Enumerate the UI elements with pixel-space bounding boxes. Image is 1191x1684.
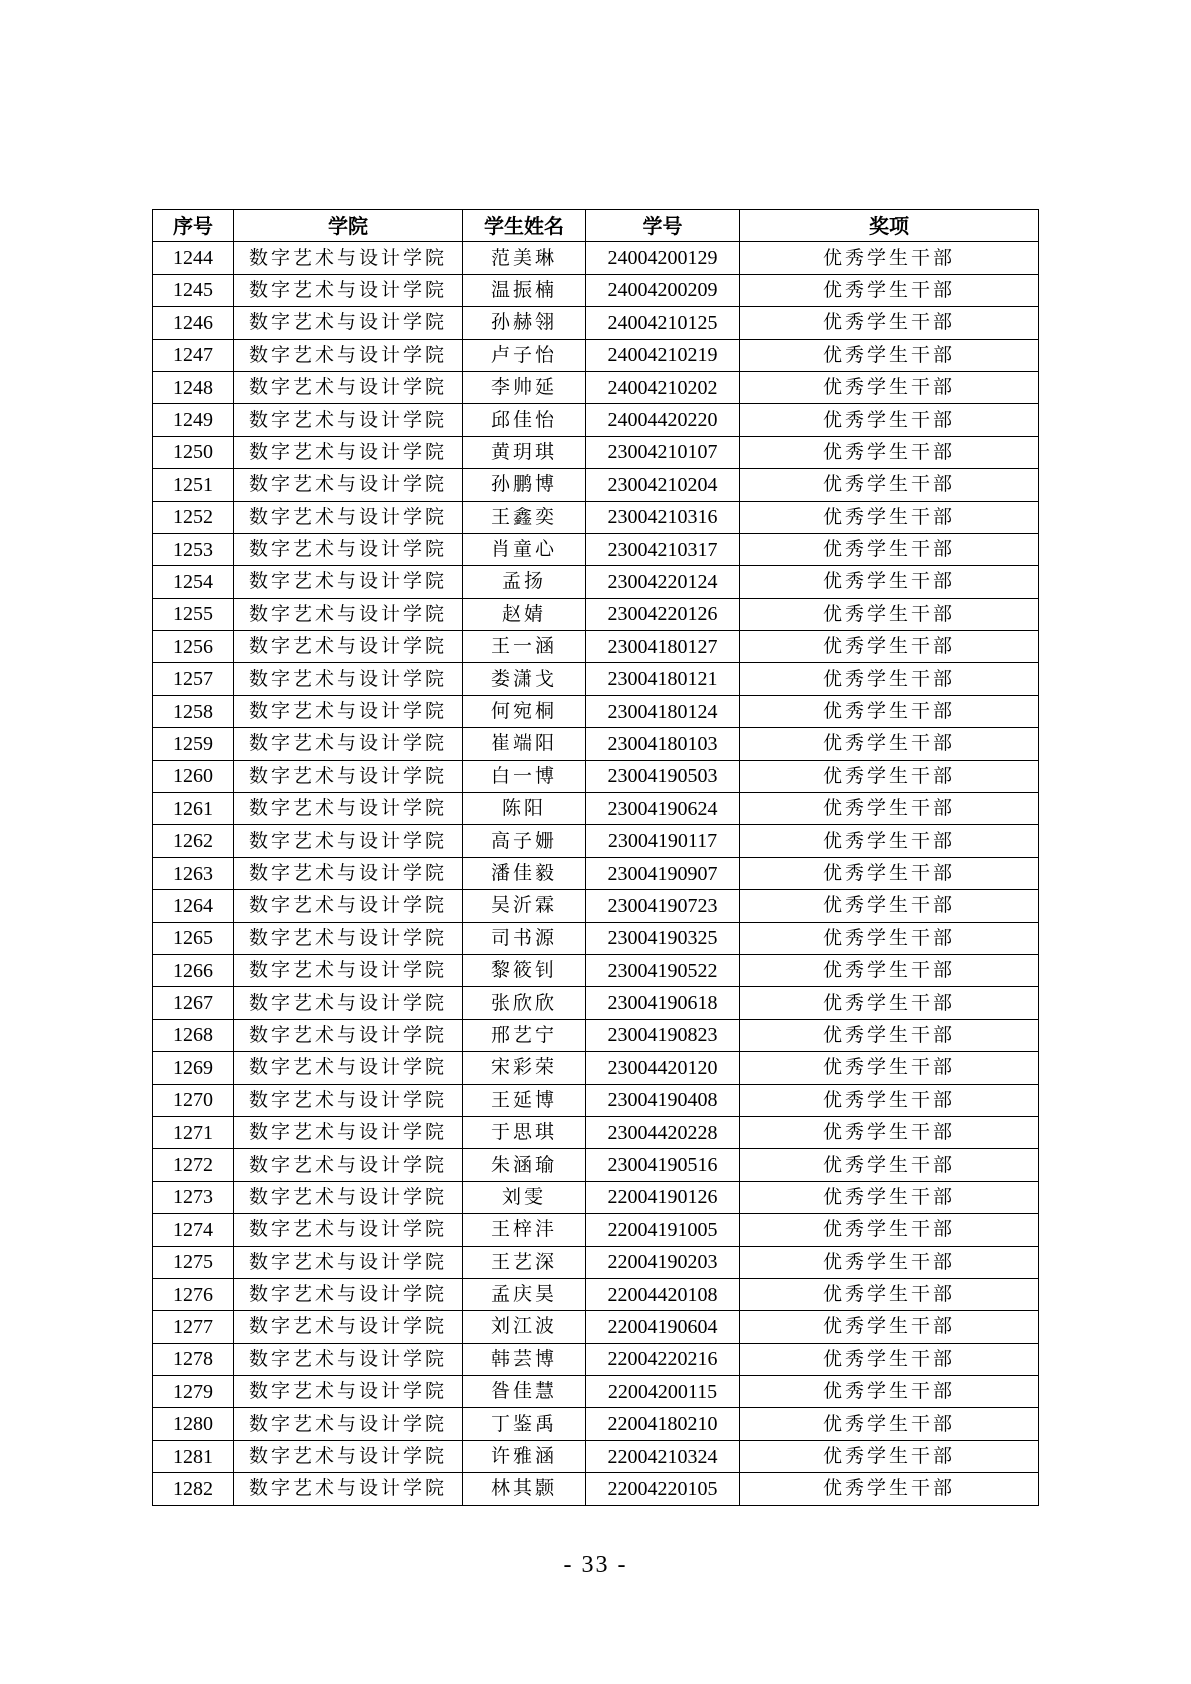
cell-student-name: 邢艺宁 xyxy=(463,1019,586,1051)
table-row xyxy=(153,566,1039,598)
cell-student-name: 卢子怡 xyxy=(463,339,586,371)
table-row xyxy=(153,598,1039,630)
cell-serial: 1270 xyxy=(153,1084,234,1116)
table-row xyxy=(153,825,1039,857)
table-row xyxy=(153,1116,1039,1148)
cell-award: 优秀学生干部 xyxy=(740,695,1039,727)
cell-serial: 1275 xyxy=(153,1246,234,1278)
cell-student-id: 23004190624 xyxy=(586,793,740,825)
cell-student-id: 24004200209 xyxy=(586,274,740,306)
cell-serial: 1268 xyxy=(153,1019,234,1051)
table-row xyxy=(153,242,1039,274)
cell-college: 数字艺术与设计学院 xyxy=(234,857,463,889)
cell-serial: 1279 xyxy=(153,1376,234,1408)
cell-student-name: 于思琪 xyxy=(463,1116,586,1148)
cell-award: 优秀学生干部 xyxy=(740,1440,1039,1472)
cell-student-name: 丁鉴禹 xyxy=(463,1408,586,1440)
cell-student-id: 23004210316 xyxy=(586,501,740,533)
cell-student-name: 林其颢 xyxy=(463,1473,586,1505)
cell-college: 数字艺术与设计学院 xyxy=(234,793,463,825)
cell-award: 优秀学生干部 xyxy=(740,663,1039,695)
table-row xyxy=(153,1052,1039,1084)
cell-award: 优秀学生干部 xyxy=(740,1084,1039,1116)
cell-college: 数字艺术与设计学院 xyxy=(234,1311,463,1343)
cell-award: 优秀学生干部 xyxy=(740,469,1039,501)
table-row xyxy=(153,1149,1039,1181)
cell-student-name: 娄潇戈 xyxy=(463,663,586,695)
cell-award: 优秀学生干部 xyxy=(740,533,1039,565)
cell-serial: 1262 xyxy=(153,825,234,857)
cell-student-name: 司书源 xyxy=(463,922,586,954)
cell-student-id: 24004420220 xyxy=(586,404,740,436)
table-row xyxy=(153,1473,1039,1505)
cell-serial: 1245 xyxy=(153,274,234,306)
cell-award: 优秀学生干部 xyxy=(740,274,1039,306)
cell-college: 数字艺术与设计学院 xyxy=(234,1246,463,1278)
cell-student-id: 22004420108 xyxy=(586,1278,740,1310)
cell-award: 优秀学生干部 xyxy=(740,857,1039,889)
cell-college: 数字艺术与设计学院 xyxy=(234,371,463,403)
cell-serial: 1258 xyxy=(153,695,234,727)
cell-award: 优秀学生干部 xyxy=(740,1149,1039,1181)
cell-student-name: 刘江波 xyxy=(463,1311,586,1343)
cell-college: 数字艺术与设计学院 xyxy=(234,728,463,760)
cell-student-name: 许雅涵 xyxy=(463,1440,586,1472)
table-row xyxy=(153,404,1039,436)
cell-award: 优秀学生干部 xyxy=(740,307,1039,339)
cell-serial: 1267 xyxy=(153,987,234,1019)
cell-award: 优秀学生干部 xyxy=(740,436,1039,468)
cell-student-id: 23004190618 xyxy=(586,987,740,1019)
cell-student-id: 23004420120 xyxy=(586,1052,740,1084)
cell-award: 优秀学生干部 xyxy=(740,1246,1039,1278)
cell-award: 优秀学生干部 xyxy=(740,1473,1039,1505)
cell-college: 数字艺术与设计学院 xyxy=(234,663,463,695)
table-row xyxy=(153,501,1039,533)
cell-serial: 1259 xyxy=(153,728,234,760)
cell-college: 数字艺术与设计学院 xyxy=(234,339,463,371)
cell-student-name: 孟庆昊 xyxy=(463,1278,586,1310)
header-student-name: 学生姓名 xyxy=(463,210,586,242)
cell-college: 数字艺术与设计学院 xyxy=(234,436,463,468)
table-row xyxy=(153,793,1039,825)
table-row xyxy=(153,274,1039,306)
cell-student-name: 王鑫奕 xyxy=(463,501,586,533)
cell-award: 优秀学生干部 xyxy=(740,501,1039,533)
cell-college: 数字艺术与设计学院 xyxy=(234,566,463,598)
table-row xyxy=(153,339,1039,371)
cell-serial: 1256 xyxy=(153,631,234,663)
cell-student-id: 23004190503 xyxy=(586,760,740,792)
cell-award: 优秀学生干部 xyxy=(740,1376,1039,1408)
table-row xyxy=(153,1019,1039,1051)
cell-student-id: 23004190408 xyxy=(586,1084,740,1116)
cell-student-id: 24004210125 xyxy=(586,307,740,339)
cell-student-id: 24004200129 xyxy=(586,242,740,274)
cell-student-name: 白一博 xyxy=(463,760,586,792)
table-row xyxy=(153,890,1039,922)
cell-serial: 1261 xyxy=(153,793,234,825)
cell-award: 优秀学生干部 xyxy=(740,1052,1039,1084)
cell-college: 数字艺术与设计学院 xyxy=(234,922,463,954)
cell-serial: 1254 xyxy=(153,566,234,598)
cell-student-id: 23004180121 xyxy=(586,663,740,695)
cell-student-id: 22004210324 xyxy=(586,1440,740,1472)
cell-student-id: 22004190203 xyxy=(586,1246,740,1278)
cell-student-name: 王一涵 xyxy=(463,631,586,663)
table-header-row xyxy=(153,210,1039,242)
cell-award: 优秀学生干部 xyxy=(740,1181,1039,1213)
cell-student-id: 23004180103 xyxy=(586,728,740,760)
cell-student-name: 温振楠 xyxy=(463,274,586,306)
table-row xyxy=(153,1311,1039,1343)
header-award: 奖项 xyxy=(740,210,1039,242)
cell-college: 数字艺术与设计学院 xyxy=(234,1214,463,1246)
cell-student-name: 崔端阳 xyxy=(463,728,586,760)
cell-award: 优秀学生干部 xyxy=(740,339,1039,371)
cell-student-id: 24004210219 xyxy=(586,339,740,371)
cell-student-name: 黎筱钊 xyxy=(463,954,586,986)
cell-student-id: 22004191005 xyxy=(586,1214,740,1246)
cell-college: 数字艺术与设计学院 xyxy=(234,987,463,1019)
cell-college: 数字艺术与设计学院 xyxy=(234,890,463,922)
table-row xyxy=(153,760,1039,792)
cell-serial: 1277 xyxy=(153,1311,234,1343)
cell-award: 优秀学生干部 xyxy=(740,890,1039,922)
cell-college: 数字艺术与设计学院 xyxy=(234,1052,463,1084)
cell-serial: 1281 xyxy=(153,1440,234,1472)
cell-student-id: 22004220216 xyxy=(586,1343,740,1375)
page-number: - 33 - xyxy=(563,1552,628,1578)
table-row xyxy=(153,695,1039,727)
cell-student-id: 22004200115 xyxy=(586,1376,740,1408)
cell-serial: 1247 xyxy=(153,339,234,371)
header-student-id: 学号 xyxy=(586,210,740,242)
cell-serial: 1246 xyxy=(153,307,234,339)
cell-student-name: 肖童心 xyxy=(463,533,586,565)
cell-serial: 1274 xyxy=(153,1214,234,1246)
cell-student-id: 23004190823 xyxy=(586,1019,740,1051)
cell-college: 数字艺术与设计学院 xyxy=(234,825,463,857)
cell-student-id: 22004180210 xyxy=(586,1408,740,1440)
cell-serial: 1255 xyxy=(153,598,234,630)
cell-student-name: 黄玥琪 xyxy=(463,436,586,468)
cell-college: 数字艺术与设计学院 xyxy=(234,469,463,501)
table-row xyxy=(153,533,1039,565)
cell-college: 数字艺术与设计学院 xyxy=(234,1181,463,1213)
cell-student-name: 邱佳怡 xyxy=(463,404,586,436)
table-row xyxy=(153,728,1039,760)
cell-student-id: 23004180124 xyxy=(586,695,740,727)
cell-student-name: 孟扬 xyxy=(463,566,586,598)
cell-award: 优秀学生干部 xyxy=(740,987,1039,1019)
cell-award: 优秀学生干部 xyxy=(740,760,1039,792)
cell-serial: 1271 xyxy=(153,1116,234,1148)
cell-student-name: 韩芸博 xyxy=(463,1343,586,1375)
table-row xyxy=(153,1408,1039,1440)
cell-serial: 1282 xyxy=(153,1473,234,1505)
cell-student-name: 高子姗 xyxy=(463,825,586,857)
table-row xyxy=(153,987,1039,1019)
table-row xyxy=(153,1181,1039,1213)
cell-award: 优秀学生干部 xyxy=(740,922,1039,954)
cell-college: 数字艺术与设计学院 xyxy=(234,1019,463,1051)
cell-serial: 1264 xyxy=(153,890,234,922)
cell-student-id: 23004190325 xyxy=(586,922,740,954)
cell-college: 数字艺术与设计学院 xyxy=(234,1376,463,1408)
cell-award: 优秀学生干部 xyxy=(740,1343,1039,1375)
cell-college: 数字艺术与设计学院 xyxy=(234,631,463,663)
cell-college: 数字艺术与设计学院 xyxy=(234,598,463,630)
cell-student-id: 23004190723 xyxy=(586,890,740,922)
cell-student-name: 刘雯 xyxy=(463,1181,586,1213)
cell-college: 数字艺术与设计学院 xyxy=(234,274,463,306)
cell-student-name: 王艺深 xyxy=(463,1246,586,1278)
cell-college: 数字艺术与设计学院 xyxy=(234,1440,463,1472)
table-row xyxy=(153,1246,1039,1278)
table-row xyxy=(153,371,1039,403)
table-row xyxy=(153,1214,1039,1246)
cell-student-id: 24004210202 xyxy=(586,371,740,403)
cell-award: 优秀学生干部 xyxy=(740,242,1039,274)
cell-student-id: 23004220124 xyxy=(586,566,740,598)
cell-student-id: 23004210317 xyxy=(586,533,740,565)
table-row xyxy=(153,954,1039,986)
table-row xyxy=(153,663,1039,695)
cell-student-name: 张欣欣 xyxy=(463,987,586,1019)
cell-student-name: 吴沂霖 xyxy=(463,890,586,922)
cell-serial: 1263 xyxy=(153,857,234,889)
cell-student-id: 23004190522 xyxy=(586,954,740,986)
cell-student-name: 潘佳毅 xyxy=(463,857,586,889)
cell-college: 数字艺术与设计学院 xyxy=(234,1408,463,1440)
cell-serial: 1266 xyxy=(153,954,234,986)
cell-award: 优秀学生干部 xyxy=(740,825,1039,857)
cell-student-name: 朱涵瑜 xyxy=(463,1149,586,1181)
table-body xyxy=(153,242,1039,1505)
table-row xyxy=(153,1084,1039,1116)
cell-serial: 1248 xyxy=(153,371,234,403)
table-row xyxy=(153,922,1039,954)
table-row xyxy=(153,631,1039,663)
cell-student-id: 23004210107 xyxy=(586,436,740,468)
cell-serial: 1249 xyxy=(153,404,234,436)
cell-serial: 1272 xyxy=(153,1149,234,1181)
cell-college: 数字艺术与设计学院 xyxy=(234,533,463,565)
cell-award: 优秀学生干部 xyxy=(740,1278,1039,1310)
table-row xyxy=(153,1376,1039,1408)
table-row xyxy=(153,307,1039,339)
cell-serial: 1253 xyxy=(153,533,234,565)
cell-serial: 1257 xyxy=(153,663,234,695)
cell-student-name: 昝佳慧 xyxy=(463,1376,586,1408)
cell-award: 优秀学生干部 xyxy=(740,954,1039,986)
cell-serial: 1269 xyxy=(153,1052,234,1084)
cell-student-name: 李帅延 xyxy=(463,371,586,403)
cell-college: 数字艺术与设计学院 xyxy=(234,501,463,533)
cell-college: 数字艺术与设计学院 xyxy=(234,1278,463,1310)
cell-college: 数字艺术与设计学院 xyxy=(234,404,463,436)
cell-student-name: 赵婧 xyxy=(463,598,586,630)
table-row xyxy=(153,436,1039,468)
cell-student-name: 孙鹏博 xyxy=(463,469,586,501)
table-row xyxy=(153,1343,1039,1375)
cell-award: 优秀学生干部 xyxy=(740,631,1039,663)
cell-student-name: 陈阳 xyxy=(463,793,586,825)
cell-student-name: 王延博 xyxy=(463,1084,586,1116)
cell-serial: 1278 xyxy=(153,1343,234,1375)
cell-college: 数字艺术与设计学院 xyxy=(234,1343,463,1375)
cell-award: 优秀学生干部 xyxy=(740,1214,1039,1246)
cell-award: 优秀学生干部 xyxy=(740,793,1039,825)
cell-college: 数字艺术与设计学院 xyxy=(234,242,463,274)
cell-serial: 1260 xyxy=(153,760,234,792)
header-serial: 序号 xyxy=(153,210,234,242)
cell-college: 数字艺术与设计学院 xyxy=(234,695,463,727)
cell-serial: 1252 xyxy=(153,501,234,533)
cell-student-id: 22004220105 xyxy=(586,1473,740,1505)
award-table xyxy=(152,209,1039,1506)
cell-college: 数字艺术与设计学院 xyxy=(234,307,463,339)
cell-student-id: 23004420228 xyxy=(586,1116,740,1148)
cell-student-id: 23004210204 xyxy=(586,469,740,501)
cell-serial: 1265 xyxy=(153,922,234,954)
cell-student-id: 22004190126 xyxy=(586,1181,740,1213)
cell-student-name: 范美琳 xyxy=(463,242,586,274)
cell-award: 优秀学生干部 xyxy=(740,371,1039,403)
cell-serial: 1244 xyxy=(153,242,234,274)
cell-student-id: 23004190516 xyxy=(586,1149,740,1181)
cell-award: 优秀学生干部 xyxy=(740,1116,1039,1148)
cell-college: 数字艺术与设计学院 xyxy=(234,954,463,986)
cell-serial: 1250 xyxy=(153,436,234,468)
cell-student-name: 宋彩荣 xyxy=(463,1052,586,1084)
cell-award: 优秀学生干部 xyxy=(740,1408,1039,1440)
table-row xyxy=(153,1440,1039,1472)
cell-award: 优秀学生干部 xyxy=(740,566,1039,598)
cell-serial: 1251 xyxy=(153,469,234,501)
cell-award: 优秀学生干部 xyxy=(740,404,1039,436)
cell-college: 数字艺术与设计学院 xyxy=(234,1149,463,1181)
table-row xyxy=(153,857,1039,889)
cell-college: 数字艺术与设计学院 xyxy=(234,1116,463,1148)
table-row xyxy=(153,1278,1039,1310)
cell-student-id: 23004220126 xyxy=(586,598,740,630)
cell-award: 优秀学生干部 xyxy=(740,598,1039,630)
cell-student-name: 王梓沣 xyxy=(463,1214,586,1246)
cell-serial: 1273 xyxy=(153,1181,234,1213)
cell-award: 优秀学生干部 xyxy=(740,1019,1039,1051)
cell-student-name: 何宛桐 xyxy=(463,695,586,727)
cell-student-id: 22004190604 xyxy=(586,1311,740,1343)
cell-student-id: 23004180127 xyxy=(586,631,740,663)
cell-serial: 1280 xyxy=(153,1408,234,1440)
cell-college: 数字艺术与设计学院 xyxy=(234,760,463,792)
cell-college: 数字艺术与设计学院 xyxy=(234,1473,463,1505)
cell-student-id: 23004190907 xyxy=(586,857,740,889)
cell-student-name: 孙赫翎 xyxy=(463,307,586,339)
cell-serial: 1276 xyxy=(153,1278,234,1310)
cell-college: 数字艺术与设计学院 xyxy=(234,1084,463,1116)
cell-student-id: 23004190117 xyxy=(586,825,740,857)
header-college: 学院 xyxy=(234,210,463,242)
table-row xyxy=(153,469,1039,501)
cell-award: 优秀学生干部 xyxy=(740,728,1039,760)
cell-award: 优秀学生干部 xyxy=(740,1311,1039,1343)
